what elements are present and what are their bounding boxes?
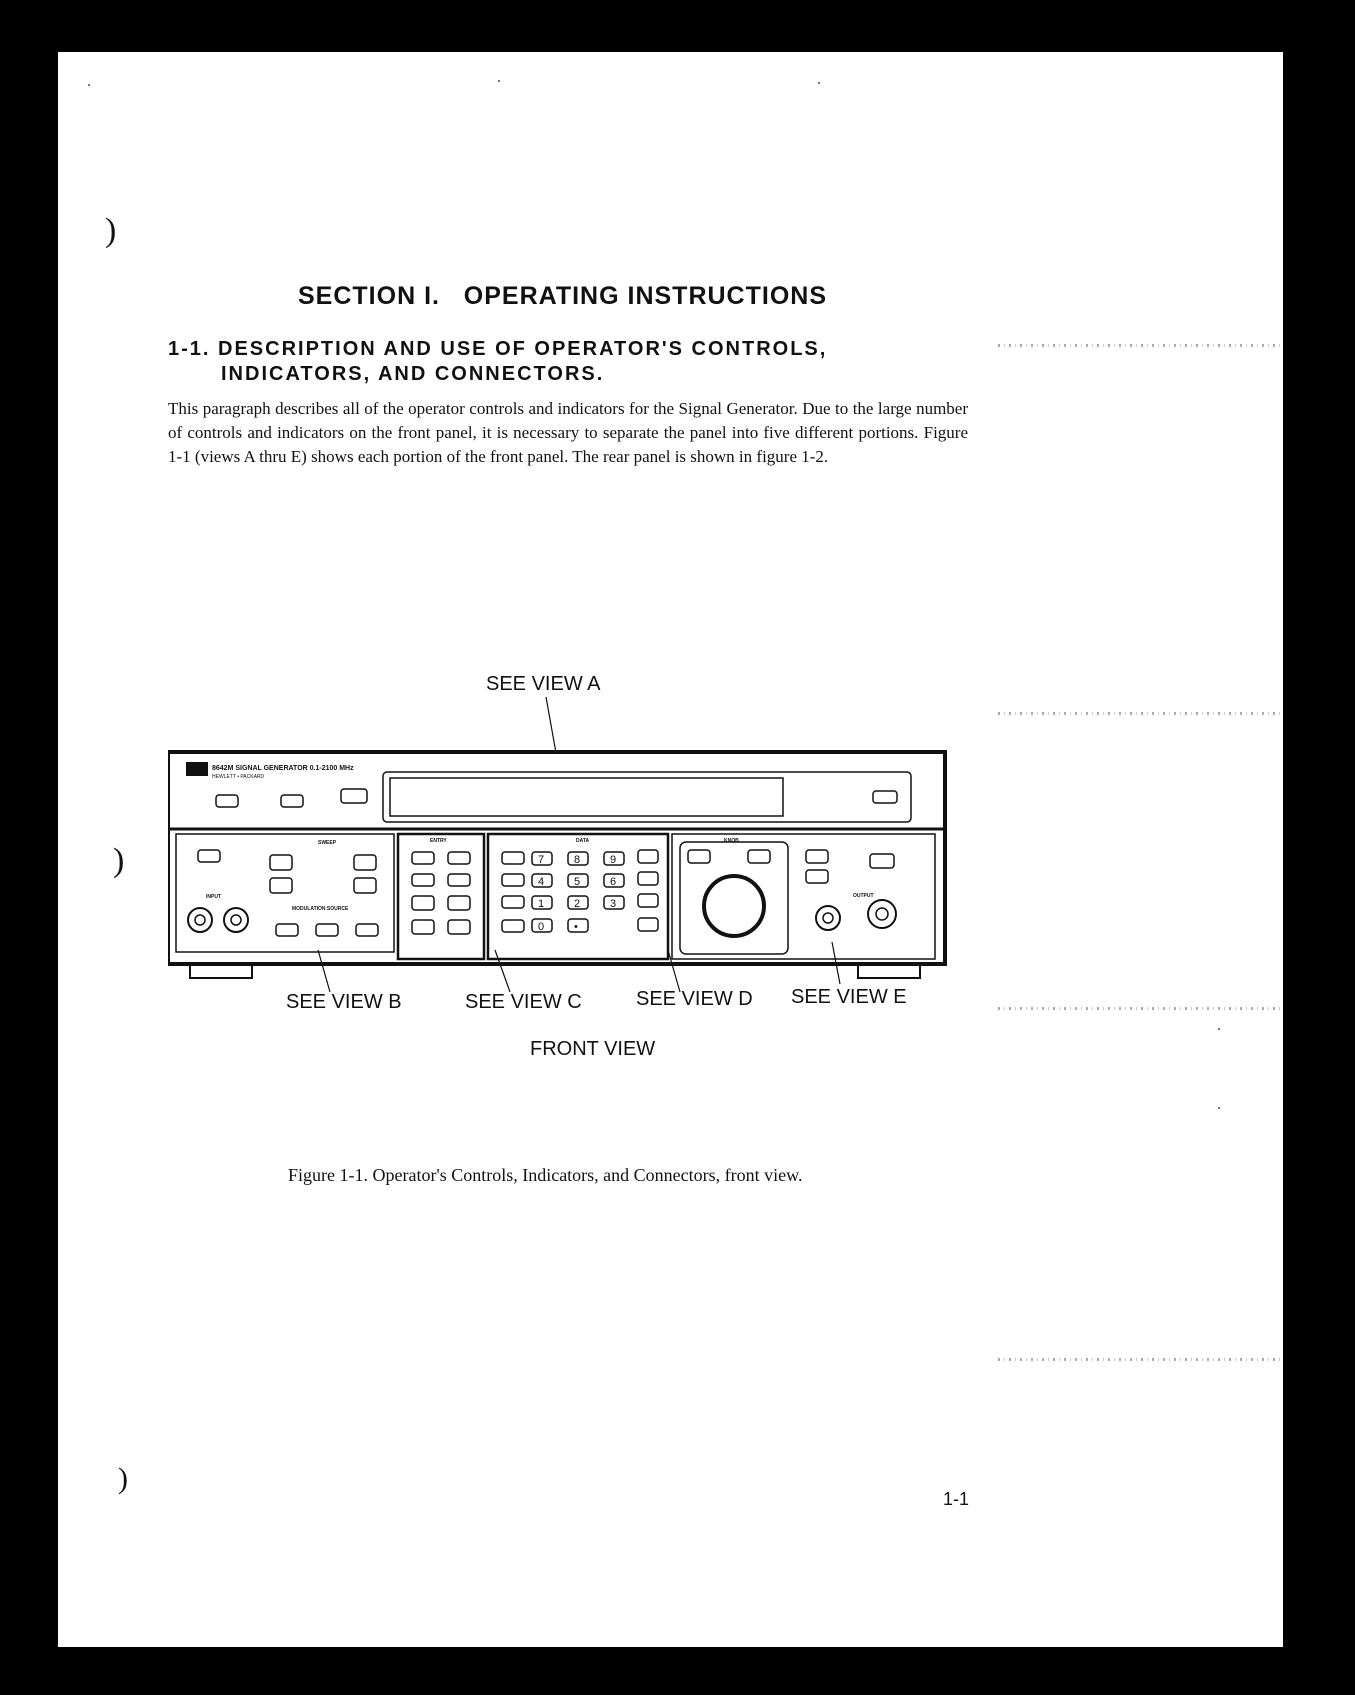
heading-line-1: 1-1. DESCRIPTION AND USE OF OPERATOR'S CONTROLS,	[168, 338, 828, 360]
svg-text:9: 9	[610, 854, 617, 866]
label-see-view-d: SEE VIEW D	[636, 988, 753, 1010]
instrument-foot-left	[190, 964, 252, 978]
label-see-view-e: SEE VIEW E	[791, 986, 907, 1008]
scan-speck	[88, 84, 90, 86]
label-see-view-a: SEE VIEW A	[486, 673, 601, 695]
svg-text:1: 1	[538, 898, 545, 910]
svg-text:0: 0	[538, 921, 545, 933]
svg-text:•: •	[574, 921, 578, 933]
svg-text:5: 5	[574, 876, 581, 888]
front-panel-figure	[168, 662, 1018, 1072]
section-heading	[168, 337, 888, 387]
section-title: SECTION I. OPERATING INSTRUCTIONS	[298, 282, 828, 310]
modulation-source-label: MODULATION SOURCE	[292, 906, 349, 912]
scan-noise	[998, 344, 1280, 347]
instrument-brand: HEWLETT • PACKARD	[212, 774, 265, 780]
svg-text:7: 7	[538, 854, 545, 866]
margin-mark-top: )	[105, 212, 117, 249]
input-label: INPUT	[206, 894, 221, 900]
label-front-view: FRONT VIEW	[530, 1038, 656, 1060]
svg-text:4: 4	[538, 876, 545, 888]
knob-label: KNOB	[724, 838, 739, 844]
svg-text:3: 3	[610, 898, 617, 910]
margin-mark-bottom: )	[118, 1462, 128, 1495]
scan-noise	[998, 712, 1280, 715]
instrument-foot-right	[858, 964, 920, 978]
scan-speck	[1218, 1028, 1220, 1030]
instrument-model: 8642M SIGNAL GENERATOR 0.1-2100 MHz	[212, 765, 354, 772]
scan-speck	[1218, 1107, 1220, 1109]
margin-mark-middle: )	[113, 842, 125, 879]
scan-noise	[998, 1007, 1280, 1010]
figure-caption: Figure 1-1. Operator's Controls, Indicators, and Connectors, front view.	[288, 1165, 803, 1185]
document-page	[58, 52, 1283, 1647]
scan-noise	[998, 1358, 1280, 1361]
svg-text:6: 6	[610, 876, 617, 888]
label-see-view-b: SEE VIEW B	[286, 991, 402, 1013]
scan-speck	[498, 80, 500, 82]
label-see-view-c: SEE VIEW C	[465, 991, 582, 1013]
data-label: DATA	[576, 838, 590, 844]
svg-text:8: 8	[574, 854, 581, 866]
entry-label: ENTRY	[430, 838, 447, 844]
page-number: 1-1	[943, 1489, 970, 1509]
body-paragraph: This paragraph describes all of the operator controls and indicators for the Signal Generator. Due to the large number of controls and indicators on the front panel, it is necessary to separate the panel into five different portions. Figure 1-1 (views A thru E) shows each portion of the front panel. The rear panel is shown in figure 1-2.	[168, 399, 968, 466]
sweep-label: SWEEP	[318, 840, 337, 846]
output-label: OUTPUT	[853, 893, 874, 899]
hp-logo	[186, 762, 208, 776]
heading-line-2: INDICATORS, AND CONNECTORS.	[221, 363, 605, 385]
svg-text:2: 2	[574, 898, 581, 910]
scan-speck	[818, 82, 820, 84]
